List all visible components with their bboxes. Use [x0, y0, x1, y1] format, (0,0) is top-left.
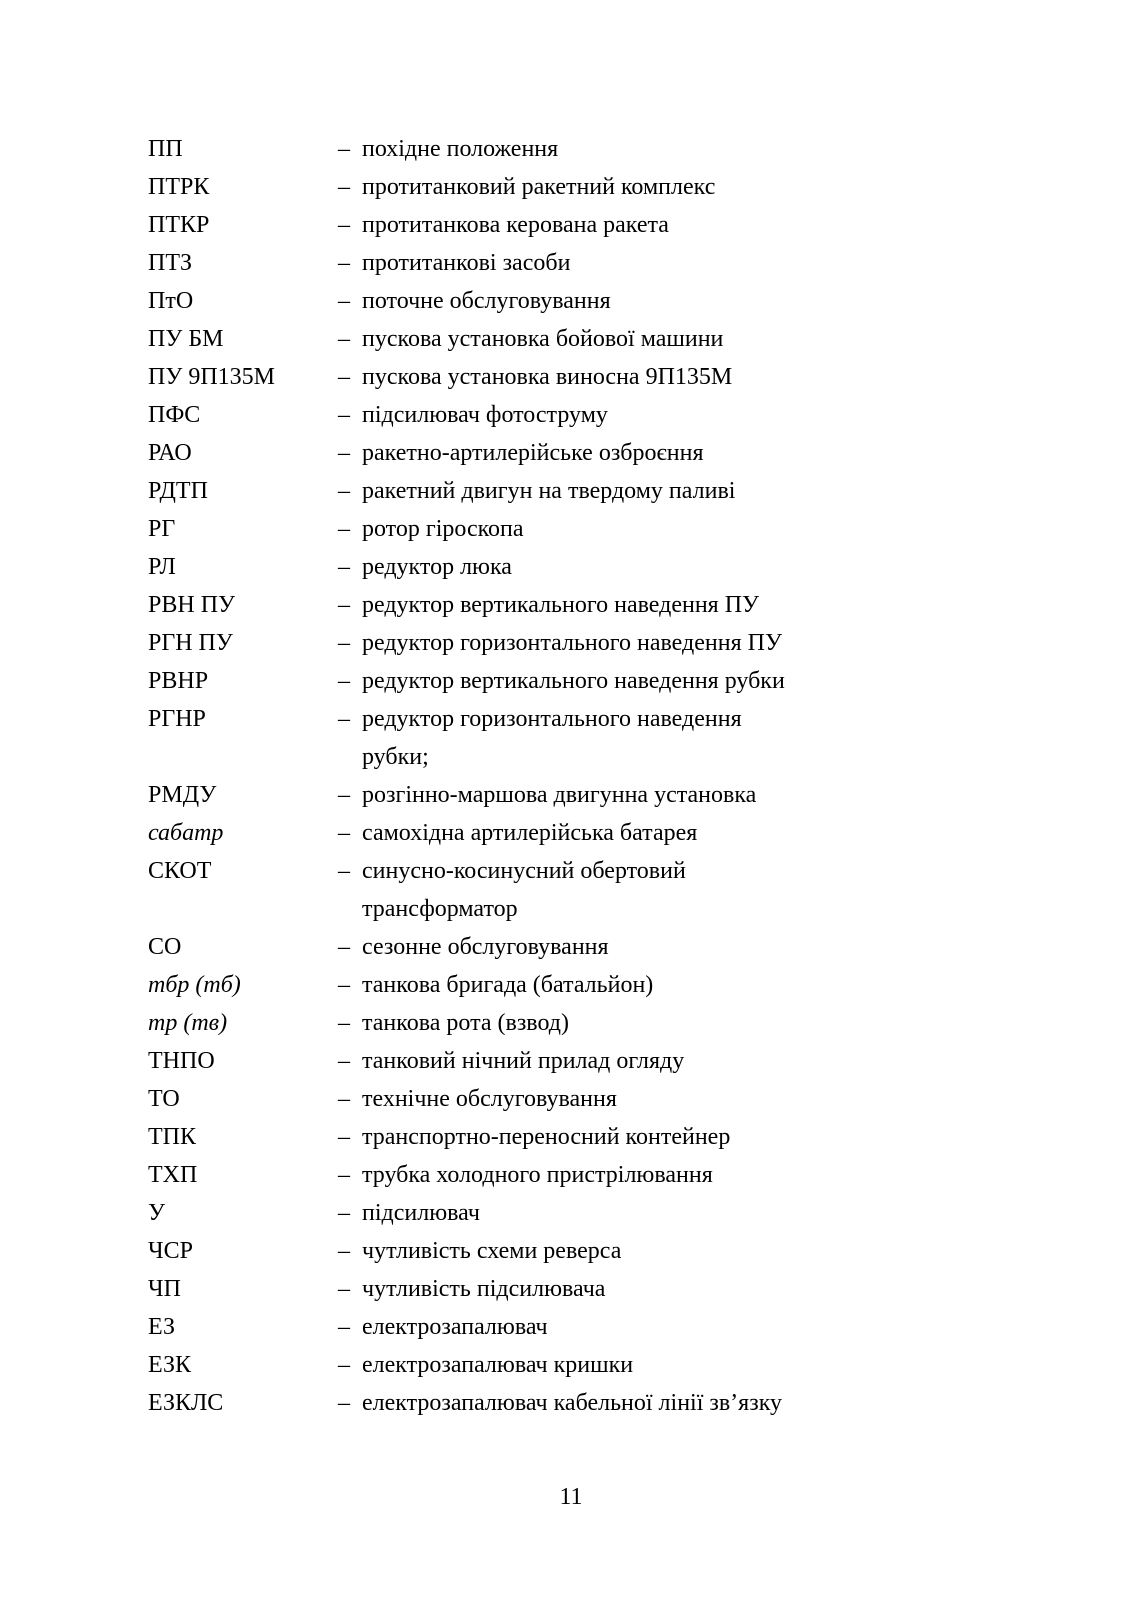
abbreviation-definition: поточне обслуговування: [362, 288, 611, 314]
dash-separator: –: [338, 364, 350, 390]
dash-separator: –: [338, 440, 350, 466]
abbreviation-definition: пускова установка виносна 9П135М: [362, 364, 733, 390]
abbreviation-row: [148, 1232, 1008, 1270]
abbreviation-row: [148, 624, 1008, 662]
abbreviation-row: [148, 1004, 1008, 1042]
abbreviation-term: ТПК: [148, 1124, 196, 1150]
abbreviation-definition: синусно-косинусний обертовий трансформатор: [362, 858, 686, 922]
dash-separator: –: [338, 1124, 350, 1150]
abbreviation-term: РДТП: [148, 478, 208, 504]
abbreviation-term: ПФС: [148, 402, 201, 428]
abbreviation-row: [148, 700, 1008, 776]
abbreviation-definition: протитанкові засоби: [362, 250, 571, 276]
abbreviation-definition: редуктор вертикального наведення ПУ: [362, 592, 760, 618]
abbreviation-term: РГ: [148, 516, 176, 542]
abbreviation-term: ЕЗКЛС: [148, 1390, 224, 1416]
abbreviation-definition: протитанкова керована ракета: [362, 212, 669, 238]
abbreviation-definition: редуктор вертикального наведення рубки: [362, 668, 785, 694]
dash-separator: –: [338, 668, 350, 694]
dash-separator: –: [338, 1200, 350, 1226]
abbreviation-term: РАО: [148, 440, 192, 466]
abbreviation-definition: похідне положення: [362, 136, 559, 162]
dash-separator: –: [338, 1390, 350, 1416]
abbreviation-term: СО: [148, 934, 182, 960]
dash-separator: –: [338, 516, 350, 542]
dash-separator: –: [338, 934, 350, 960]
abbreviation-row: [148, 472, 1008, 510]
abbreviation-row: [148, 358, 1008, 396]
dash-separator: –: [338, 212, 350, 238]
abbreviation-row: [148, 1042, 1008, 1080]
dash-separator: –: [338, 858, 350, 884]
dash-separator: –: [338, 782, 350, 808]
dash-separator: –: [338, 326, 350, 352]
dash-separator: –: [338, 1010, 350, 1036]
dash-separator: –: [338, 1314, 350, 1340]
dash-separator: –: [338, 1276, 350, 1302]
abbreviation-term: СКОТ: [148, 858, 212, 884]
abbreviation-term: ПП: [148, 136, 183, 162]
dash-separator: –: [338, 250, 350, 276]
abbreviation-definition: електрозапалювач кришки: [362, 1352, 634, 1378]
dash-separator: –: [338, 1162, 350, 1188]
dash-separator: –: [338, 136, 350, 162]
abbreviation-definition: підсилювач: [362, 1200, 480, 1226]
abbreviation-term: ЕЗ: [148, 1314, 175, 1340]
abbreviation-definition: пускова установка бойової машини: [362, 326, 724, 352]
dash-separator: –: [338, 554, 350, 580]
abbreviation-term: РЛ: [148, 554, 176, 580]
abbreviation-term: ТО: [148, 1086, 180, 1112]
dash-separator: –: [338, 288, 350, 314]
abbreviation-row: [148, 1270, 1008, 1308]
abbreviation-definition: чутливість схеми реверса: [362, 1238, 622, 1264]
abbreviation-definition: транспортно-переносний контейнер: [362, 1124, 731, 1150]
abbreviation-row: [148, 966, 1008, 1004]
abbreviation-definition: редуктор люка: [362, 554, 512, 580]
dash-separator: –: [338, 478, 350, 504]
abbreviation-row: [148, 130, 1008, 168]
dash-separator: –: [338, 1086, 350, 1112]
dash-separator: –: [338, 820, 350, 846]
abbreviation-term: РВНР: [148, 668, 209, 694]
abbreviation-row: [148, 434, 1008, 472]
abbreviation-term: У: [148, 1200, 165, 1226]
dash-separator: –: [338, 1352, 350, 1378]
abbreviation-term: РВН ПУ: [148, 592, 236, 618]
abbreviation-definition: редуктор горизонтального наведення ПУ: [362, 630, 782, 656]
abbreviation-definition: електрозапалювач кабельної лінії зв’язку: [362, 1390, 783, 1416]
dash-separator: –: [338, 1238, 350, 1264]
page-number: 11: [559, 1484, 583, 1510]
abbreviation-list: [148, 130, 1008, 1422]
abbreviation-definition: трубка холодного пристрілювання: [362, 1162, 713, 1188]
abbreviation-row: [148, 244, 1008, 282]
abbreviation-row: [148, 548, 1008, 586]
abbreviation-term: ЧП: [148, 1276, 181, 1302]
dash-separator: –: [338, 402, 350, 428]
abbreviation-row: [148, 396, 1008, 434]
dash-separator: –: [338, 972, 350, 998]
abbreviation-row: [148, 206, 1008, 244]
abbreviation-term: ПТЗ: [148, 250, 193, 276]
abbreviation-row: [148, 776, 1008, 814]
abbreviation-term: ЧСР: [148, 1238, 193, 1264]
abbreviation-row: [148, 168, 1008, 206]
abbreviation-row: [148, 1080, 1008, 1118]
abbreviation-term: тр (тв): [148, 1010, 228, 1036]
abbreviation-term: сабатр: [148, 820, 224, 846]
abbreviation-definition: електрозапалювач: [362, 1314, 548, 1340]
abbreviation-row: [148, 1118, 1008, 1156]
abbreviation-term: ЕЗК: [148, 1352, 191, 1378]
abbreviation-definition: самохідна артилерійська батарея: [362, 820, 698, 846]
abbreviation-row: [148, 282, 1008, 320]
abbreviation-definition: чутливість підсилювача: [362, 1276, 606, 1302]
abbreviation-definition: розгінно-маршова двигунна установка: [362, 782, 757, 808]
abbreviation-term: ПУ 9П135М: [148, 364, 275, 390]
abbreviation-definition: технічне обслуговування: [362, 1086, 617, 1112]
abbreviation-definition: ракетний двигун на твердому паливі: [362, 478, 736, 504]
abbreviation-definition: протитанковий ракетний комплекс: [362, 174, 716, 200]
abbreviation-row: [148, 1194, 1008, 1232]
abbreviation-term: РГНР: [148, 706, 206, 732]
abbreviation-term: РГН ПУ: [148, 630, 233, 656]
abbreviation-row: [148, 1308, 1008, 1346]
abbreviation-definition: ротор гіроскопа: [362, 516, 524, 542]
abbreviation-term: тбр (тб): [148, 972, 241, 998]
abbreviation-term: ТНПО: [148, 1048, 215, 1074]
abbreviation-term: РМДУ: [148, 782, 217, 808]
dash-separator: –: [338, 1048, 350, 1074]
abbreviation-term: ПТРК: [148, 174, 210, 200]
abbreviation-term: ТХП: [148, 1162, 198, 1188]
dash-separator: –: [338, 706, 350, 732]
abbreviation-row: [148, 662, 1008, 700]
abbreviation-row: [148, 1346, 1008, 1384]
abbreviation-definition: ракетно-артилерійське озброєння: [362, 440, 704, 466]
abbreviation-row: [148, 510, 1008, 548]
dash-separator: –: [338, 174, 350, 200]
abbreviation-definition: редуктор горизонтального наведення рубки;: [362, 706, 742, 770]
abbreviation-definition: танкова бригада (батальйон): [362, 972, 654, 998]
abbreviation-definition: танковий нічний прилад огляду: [362, 1048, 685, 1074]
abbreviation-definition: танкова рота (взвод): [362, 1010, 569, 1036]
dash-separator: –: [338, 592, 350, 618]
abbreviation-term: ПтО: [148, 288, 194, 314]
abbreviation-row: [148, 1384, 1008, 1422]
abbreviation-row: [148, 814, 1008, 852]
abbreviation-row: [148, 928, 1008, 966]
abbreviation-row: [148, 1156, 1008, 1194]
abbreviation-row: [148, 852, 1008, 928]
abbreviation-definition: підсилювач фотоструму: [362, 402, 608, 428]
abbreviation-definition: сезонне обслуговування: [362, 934, 609, 960]
dash-separator: –: [338, 630, 350, 656]
abbreviation-term: ПУ БМ: [148, 326, 224, 352]
abbreviation-row: [148, 586, 1008, 624]
abbreviation-term: ПТКР: [148, 212, 210, 238]
abbreviation-row: [148, 320, 1008, 358]
